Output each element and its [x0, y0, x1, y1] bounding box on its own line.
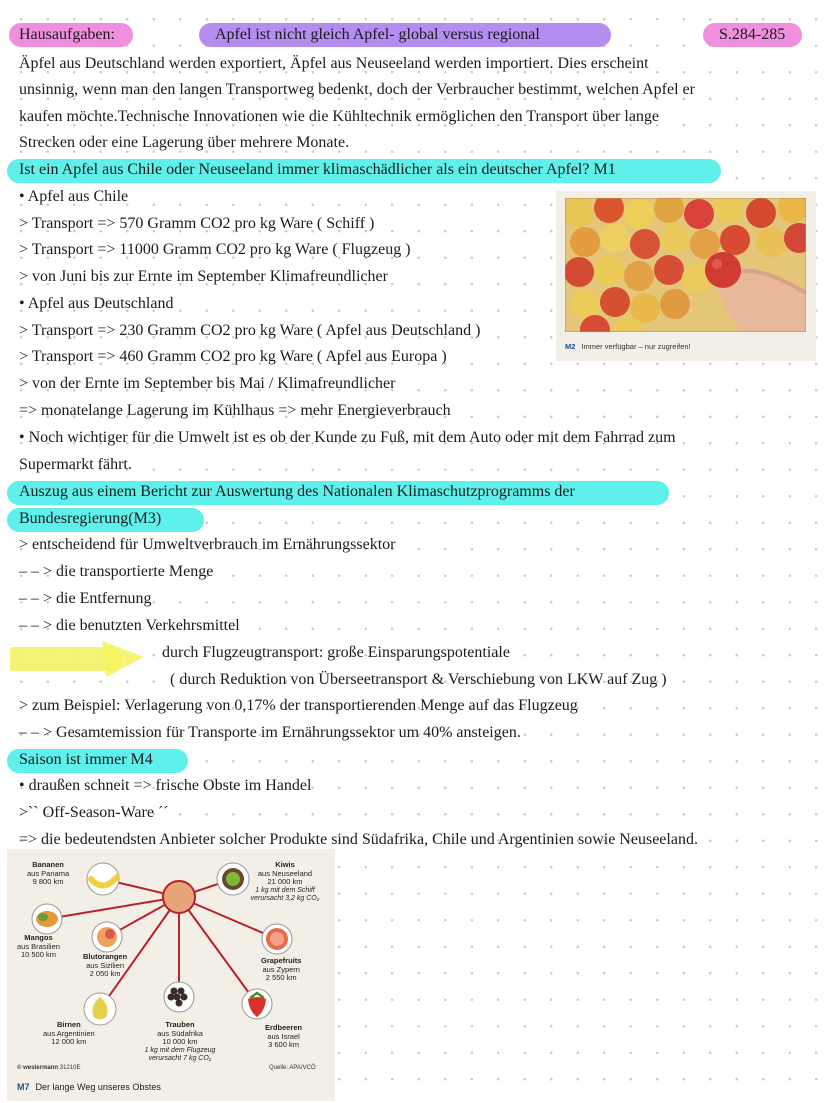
label-trauben: Trauben aus Südafrika 10 000 km 1 kg mit dem Flugzeug verursacht 7 kg CO₂: [144, 1020, 216, 1062]
m1-line: • Apfel aus Deutschland: [19, 295, 174, 312]
apples-illustration: [565, 198, 806, 332]
apple-image: [565, 198, 806, 332]
intro-line: Äpfel aus Deutschland werden exportiert, Äpfel aus Neuseeland werden importiert. Dies erscheint: [19, 55, 649, 72]
m3-line: > entscheidend für Umweltverbrauch im Ernährungssektor: [19, 536, 396, 553]
page-title: Apfel ist nicht gleich Apfel- global versus regional: [215, 26, 540, 43]
intro-line: Strecken oder eine Lagerung über mehrere Monate.: [19, 134, 350, 151]
label-bananen: Bananen aus Panama 9 800 km: [27, 860, 70, 886]
yellow-arrow-icon: [10, 633, 160, 681]
arrow-line-2: ( durch Reduktion von Überseetransport & Verschiebung von LKW auf Zug ): [170, 671, 667, 688]
homework-tag: Hausaufgaben:: [19, 26, 115, 43]
m4-line: >`` Off-Season-Ware ´´: [19, 804, 169, 821]
label-grapefruits: Grapefruits aus Zypern 2 550 km: [261, 956, 302, 982]
m1-line: > von Juni bis zur Ernte im September Klimafreundlicher: [19, 268, 388, 285]
map-caption-text: Der lange Weg unseres Obstes: [35, 1082, 161, 1092]
label-erdbeeren: Erdbeeren aus Israel 3 600 km: [265, 1023, 303, 1049]
arrow-line-1: durch Flugzeugtransport: große Einsparungspotentiale: [162, 644, 510, 661]
apple-photo: [556, 191, 816, 361]
intro-line: kaufen möchte.Technische Innovationen wie die Kühltechnik ermöglichen den Transport über lange: [19, 108, 660, 125]
m3-example-line: – – > Gesamtemission für Transporte im Ernährungssektor um 40% ansteigen.: [19, 724, 521, 741]
m4-line: => die bedeutendsten Anbieter solcher Produkte sind Südafrika, Chile und Argentinien sowie Neuseeland.: [19, 831, 698, 848]
intro-line: unsinnig, wenn man den langen Transportweg bedenkt, doch der Verbraucher bestimmt, welchen Apfel er: [19, 81, 695, 98]
m3-line: – – > die benutzten Verkehrsmittel: [19, 617, 240, 634]
publisher-mark: © westermann 31210E: [17, 1065, 81, 1071]
m3-line: – – > die Entfernung: [19, 590, 152, 607]
m3-heading-line2: Bundesregierung(M3): [19, 510, 162, 527]
photo-caption: [565, 342, 691, 351]
m1-line: > Transport => 570 Gramm CO2 pro kg Ware ( Schiff ): [19, 215, 375, 232]
m1-line: > Transport => 230 Gramm CO2 pro kg Ware ( Apfel aus Deutschland ): [19, 322, 481, 339]
m1-line: • Apfel aus Chile: [19, 188, 129, 205]
m1-heading: Ist ein Apfel aus Chile oder Neuseeland immer klimaschädlicher als ein deutscher Apfel? M1: [19, 161, 616, 178]
m1-line: > Transport => 460 Gramm CO2 pro kg Ware ( Apfel aus Europa ): [19, 348, 447, 365]
page-reference: S.284-285: [719, 26, 786, 43]
m3-line: – – > die transportierte Menge: [19, 563, 214, 580]
m1-line: • Noch wichtiger für die Umwelt ist es ob der Kunde zu Fuß, mit dem Auto oder mit dem Fahrrad zum: [19, 429, 676, 446]
m1-line: > von der Ernte im September bis Mai / Klimafreundlicher: [19, 375, 396, 392]
label-kiwis: Kiwis aus Neuseeland 21 000 km 1 kg mit dem Schiff verursacht 3,2 kg CO₂: [250, 860, 320, 902]
photo-label: M2: [565, 342, 576, 351]
label-mangos: Mangos aus Brasilien 10 500 km: [17, 933, 60, 959]
label-birnen: Birnen aus Argentinien 12 000 km: [43, 1020, 95, 1046]
map-caption: [17, 1082, 161, 1092]
map-label: M7: [17, 1082, 30, 1092]
label-blutorangen: Blutorangen aus Sizilien 2 050 km: [83, 952, 128, 978]
m3-example-line: > zum Beispiel: Verlagerung von 0,17% der transportierenden Menge auf das Flugzeug: [19, 697, 578, 714]
m4-heading: Saison ist immer M4: [19, 751, 153, 768]
m4-line: • draußen schneit => frische Obste im Handel: [19, 777, 312, 794]
m1-line: => monatelange Lagerung im Kühlhaus => mehr Energieverbrauch: [19, 402, 451, 419]
m3-heading-line1: Auszug aus einem Bericht zur Auswertung des Nationalen Klimaschutzprogramms der: [19, 483, 575, 500]
m1-line: Supermarkt fährt.: [19, 456, 132, 473]
m1-line: > Transport => 11000 Gramm CO2 pro kg Ware ( Flugzeug ): [19, 241, 411, 258]
map-source: Quelle: APA/VCÖ: [269, 1065, 316, 1071]
photo-caption-text: Immer verfügbar – nur zugreifen!: [581, 342, 691, 351]
fruit-distance-diagram: [7, 849, 335, 1101]
